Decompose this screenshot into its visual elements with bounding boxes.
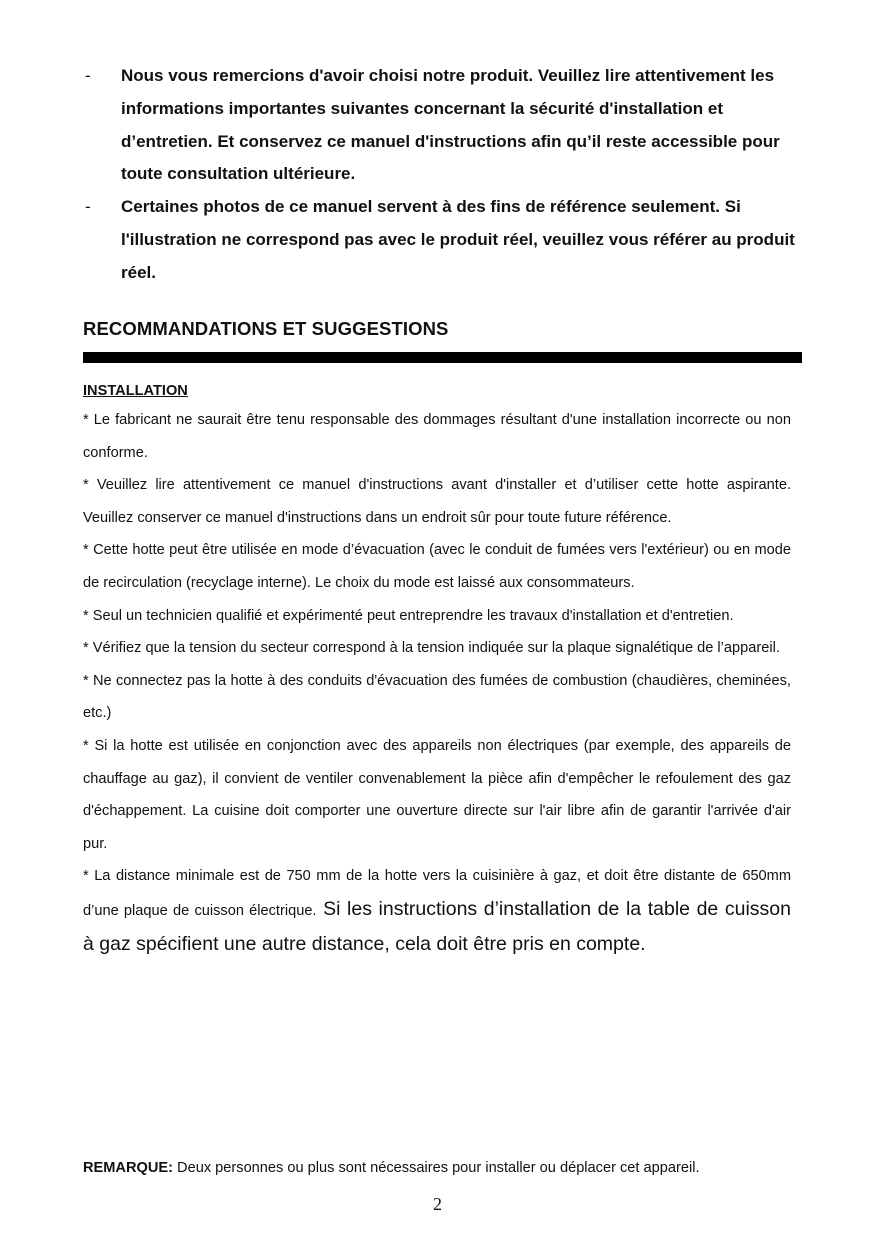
distance-text-large: Si les instructions d’installation de la table de cuisson à gaz spécifient une autre distance, cela doit être pris en compte. xyxy=(83,897,791,955)
remark-label: REMARQUE: xyxy=(83,1160,173,1176)
bullet-dash: - xyxy=(85,66,91,85)
intro-bullet-list xyxy=(83,60,798,290)
installation-paragraph: * Vérifiez que la tension du secteur correspond à la tension indiquée sur la plaque signalétique de l’appareil. xyxy=(83,640,780,657)
installation-paragraph-distance xyxy=(83,860,791,962)
remark-text: Deux personnes ou plus sont nécessaires pour installer ou déplacer cet appareil. xyxy=(173,1160,700,1176)
installation-paragraph: * Le fabricant ne saurait être tenu responsable des dommages résultant d'une installation incorrecte ou non conforme. xyxy=(83,412,791,461)
installation-paragraph: * Seul un technicien qualifié et expérimenté peut entreprendre les travaux d'installation et d'entretien. xyxy=(83,607,734,624)
intro-bullet-item xyxy=(83,60,798,191)
installation-paragraph: * Ne connectez pas la hotte à des conduits d'évacuation des fumées de combustion (chaudières, cheminées, etc.) xyxy=(83,672,791,722)
bullet-dash: - xyxy=(85,197,91,217)
installation-paragraph: * Si la hotte est utilisée en conjonction avec des appareils non électriques (par exemple, des appareils de chauffage au gaz), il convient de ventiler convenablement la pièce afin d'empêcher le refoulement des gaz d'échappement. La cuisine doit comporter une ouverture directe sur l'air libre afin de garantir l'arrivée d'air pur. xyxy=(83,737,791,852)
installation-paragraph: * Cette hotte peut être utilisée en mode d’évacuation (avec le conduit de fumées vers l'extérieur) ou en mode de recirculation (recyclage interne). Le choix du mode est laissé aux consommateurs. xyxy=(83,542,791,591)
intro-bullet-item xyxy=(83,191,798,289)
distance-text: * La distance minimale est de 750 mm de la hotte vers la cuisinière à gaz, et doit être distante de 650mm d’une plaque de cuisson électrique. xyxy=(83,868,791,919)
section-title: RECOMMANDATIONS ET SUGGESTIONS xyxy=(83,318,449,339)
section-divider xyxy=(83,352,802,363)
installation-body xyxy=(83,404,791,962)
remark-note xyxy=(83,1152,803,1184)
page-number: 2 xyxy=(433,1194,442,1214)
installation-paragraph: * Veuillez lire attentivement ce manuel d'instructions avant d'installer et d’utiliser cette hotte aspirante. Veuillez conserver ce manuel d'instructions dans un endroit sûr pour toute future référence. xyxy=(83,477,791,526)
installation-subtitle: INSTALLATION xyxy=(83,383,188,399)
bullet-text: Nous vous remercions d'avoir choisi notre produit. Veuillez lire attentivement les informations importantes suivantes concernant la sécurité d'installation et d’entretien. Et conservez ce manuel d'instructions afin qu’il reste accessible pour toute consultation ultérieure. xyxy=(121,66,780,184)
bullet-text: Certaines photos de ce manuel servent à des fins de référence seulement. Si l'illustration ne correspond pas avec le produit réel, veuillez vous référer au produit réel. xyxy=(121,197,795,282)
